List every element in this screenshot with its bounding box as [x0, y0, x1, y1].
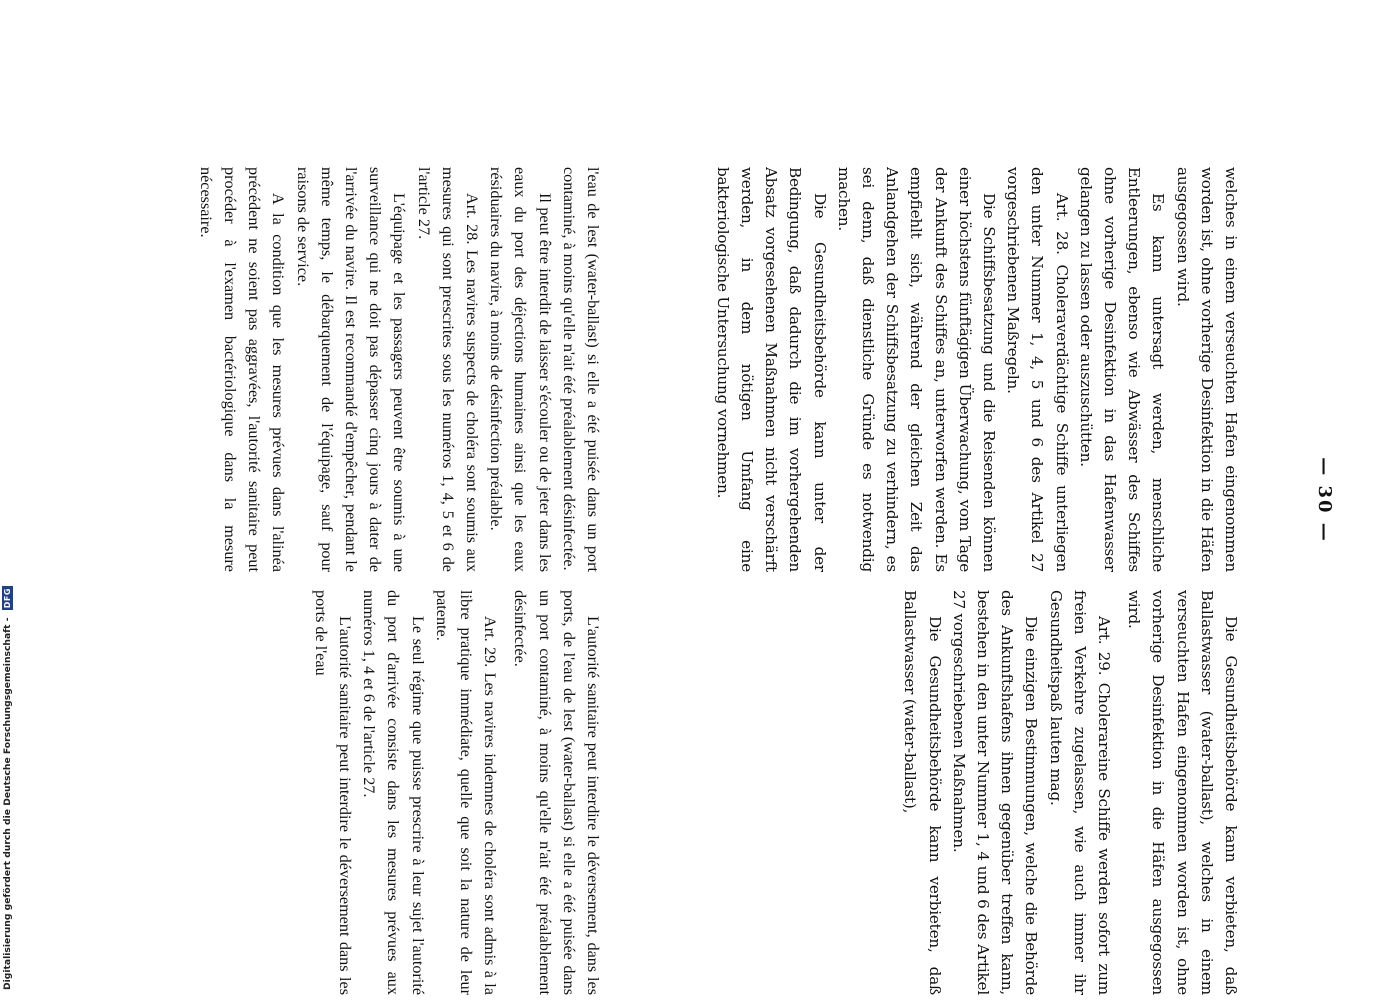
german-column-1: [603, 167, 1243, 572]
paragraph: Die einzigen Bestimmungen, welche die Behörde des Ankunftshafens ihnen gegenüber treffen kann, bestehen in den unter Nummer 1, 4 und 6 des Artikel 27 vorgeschriebenen Maßnahmen.: [949, 590, 1041, 995]
digitization-credit: [0, 0, 22, 1000]
paragraph: L'autorité sanitaire peut interdire le déversement, dans les ports, de l'eau de lest (water-ballast) si elle a été puisée dans un port contaminé, à moins qu'elle n'ait été préalablement désinfectée.: [511, 590, 602, 995]
credit-text: Digitalisierung gefördert durch die Deutsche Forschungsgemeinschaft -: [2, 617, 13, 990]
paragraph: Es kann untersagt werden, menschliche Entleerungen, ebenso wie Abwässer des Schiffes ohne vorherige Desinfektion in das Hafenwasser gelangen zu lassen oder auszuschütten.: [1076, 167, 1168, 572]
page-number: — 30 —: [1314, 457, 1335, 543]
paragraph: Art. 29. Cholerareine Schiffe werden sofort zum freien Verkehre zugelassen, wie auch immer ihr Gesundheitspaß lauten mag.: [1046, 590, 1113, 995]
paragraph: A la condition que les mesures prévues dans l'alinéa précédent ne soient pas aggravées, l'autorité sanitaire peut procéder à l'examen bactériologique dans la mesure nécessaire.: [196, 167, 288, 572]
french-text-band: [0, 0, 605, 1000]
paragraph: L'équipage et les passagers peuvent être soumis à une surveillance qui ne doit pas dépasser cinq jours à dater de l'arrivée du navire. Il est recommandé d'empêcher, pendant le même temps, le débarquement de l'équipage, sauf pour raisons de service.: [293, 167, 409, 572]
paragraph: Il peut être interdit de laisser s'écouler ou de jeter dans les eaux du port des déjections humaines ainsi que les eaux résiduaires du navire, à moins de désinfection préalable.: [487, 167, 554, 572]
paragraph: Art. 28. Les navires suspects de choléra sont soumis aux mesures qui sont prescrites sous les numéros 1, 4, 5 et 6 de l'article 27.: [414, 167, 481, 572]
paragraph: welches in einem verseuchten Hafen eingenommen worden ist, ohne vorherige Desinfektion in die Häfen ausgegossen wird.: [1173, 167, 1240, 572]
paragraph: L'autorité sanitaire peut interdire le déversement dans les ports de l'eau: [311, 590, 354, 995]
german-text-band: [603, 0, 1243, 1000]
paragraph: Die Gesundheitsbehörde kann unter der Bedingung, daß dadurch die im vorhergehenden Absatz vorgesehenen Maßnahmen nicht verschärft werden, in dem nötigen Umfang eine bakteriologische Untersuchung vornehmen.: [713, 167, 829, 572]
german-column-2: [603, 590, 1243, 995]
paragraph: Art. 29. Les navires indemnes de choléra sont admis à la libre pratique immédiate, quelle que soit la nature de leur patente.: [432, 590, 500, 995]
paragraph: l'eau de lest (water-ballast) si elle a été puisée dans un port contaminé, à moins qu'elle n'ait été préalablement désinfectée.: [559, 167, 602, 572]
paragraph: Die Schiffsbesatzung und die Reisenden können einer höchstens fünftägigen Überwachung, vom Tage der Ankunft des Schiffes an, unterworfen werden. Es empfiehlt sich, während der gleichen Zeit das Anlandgehen der Schiffsbesatzung zu verhindern, es sei denn, daß dienstliche Gründe es notwendig machen.: [834, 167, 998, 572]
paragraph: Le seul régime que puisse prescrire à leur sujet l'autorité du port d'arrivée consiste dans les mesures prévues aux numéros 1, 4 et 6 de l'article 27.: [360, 590, 427, 995]
dfg-logo: DFG: [3, 588, 12, 609]
french-column-2: [0, 590, 605, 995]
paragraph: Art. 28. Choleraverdächtige Schiffe unterliegen den unter Nummer 1, 4, 5 und 6 des Artikel 27 vorgeschriebenen Maßregeln.: [1004, 167, 1071, 572]
paragraph: Die Gesundheitsbehörde kann verbieten, daß Ballastwasser (water-ballast),: [901, 590, 944, 995]
french-column-1: [0, 167, 605, 572]
paragraph: Die Gesundheitsbehörde kann verbieten, daß Ballastwasser (water-ballast), welches in einem verseuchten Hafen eingenommen worden ist, ohne vorherige Desinfektion in die Häfen ausgegossen wird.: [1125, 590, 1240, 995]
